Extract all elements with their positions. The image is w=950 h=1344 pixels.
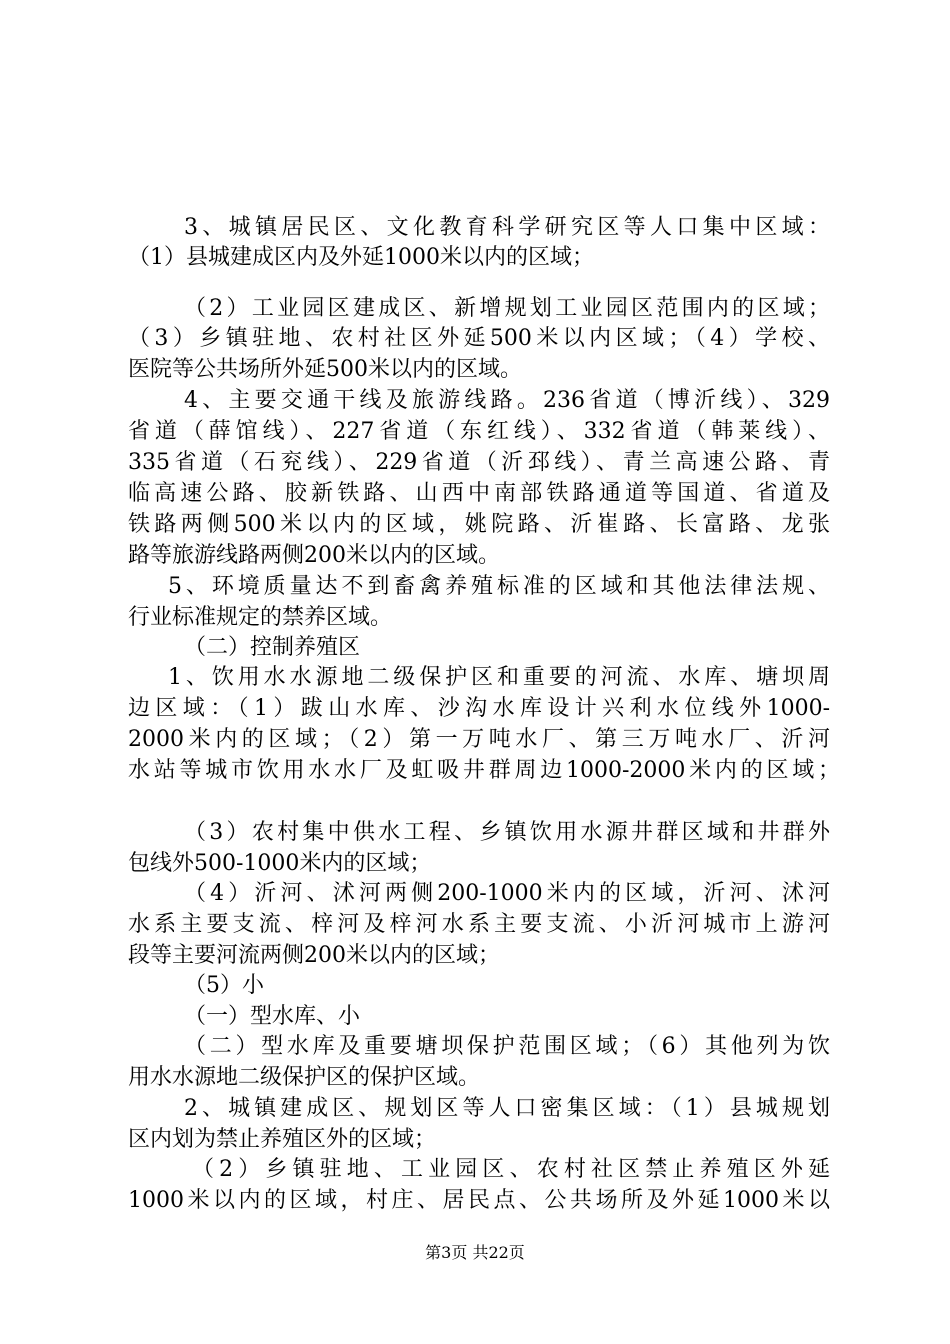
text-line: 包线外500-1000米内的区域； bbox=[128, 851, 432, 876]
text-line: 3、城镇居民区、文化教育科学研究区等人口集中区域： bbox=[184, 215, 830, 240]
text-line: 水系主要支流、梓河及梓河水系主要支流、小沂河城市上游河 bbox=[128, 912, 830, 937]
text-line: （二）型水库及重要塘坝保护范围区域；（6）其他列为饮 bbox=[184, 1034, 830, 1059]
text-line: 用水水源地二级保护区的保护区域。 bbox=[128, 1065, 481, 1090]
text-line: 区内划为禁止养殖区外的区域； bbox=[128, 1127, 437, 1152]
text-line: 1000米以内的区域，村庄、居民点、公共场所及外延1000米以 bbox=[128, 1188, 830, 1213]
text-line: （4）沂河、沭河两侧200-1000米内的区域，沂河、沭河 bbox=[184, 881, 830, 906]
text-line: 边区域：（1）跋山水库、沙沟水库设计兴利水位线外1000- bbox=[128, 696, 830, 721]
text-line: （一）型水库、小 bbox=[184, 1004, 361, 1029]
section-heading: （二）控制养殖区 bbox=[184, 635, 361, 660]
text-line: （2）工业园区建成区、新增规划工业园区范围内的区域； bbox=[184, 296, 830, 321]
text-line: 4、主要交通干线及旅游线路。236省道（博沂线）、329 bbox=[184, 388, 830, 413]
text-line: 段等主要河流两侧200米以内的区域； bbox=[128, 943, 500, 968]
text-line: 5、环境质量达不到畜禽养殖标准的区域和其他法律法规、 bbox=[168, 574, 830, 599]
text-line: 1、饮用水水源地二级保护区和重要的河流、水库、塘坝周 bbox=[168, 665, 830, 690]
text-line: （3）乡镇驻地、农村社区外延500米以内区域；（4）学校、 bbox=[128, 326, 830, 351]
text-line: 铁路两侧500米以内的区域，姚院路、沂崔路、长富路、龙张 bbox=[128, 512, 830, 537]
text-line: （5）小 bbox=[184, 973, 264, 998]
page-number: 第3页 共22页 bbox=[425, 1243, 525, 1262]
text-line: 335省道（石兖线）、229省道（沂邳线）、青兰高速公路、青 bbox=[128, 450, 830, 475]
text-line: 临高速公路、胶新铁路、山西中南部铁路通道等国道、省道及 bbox=[128, 481, 830, 506]
text-line: 省道（薛馆线）、227省道（东红线）、332省道（韩莱线）、 bbox=[128, 419, 830, 444]
text-line: （2）乡镇驻地、工业园区、农村社区禁止养殖区外延 bbox=[192, 1157, 830, 1182]
text-line: （3）农村集中供水工程、乡镇饮用水源井群区域和井群外 bbox=[184, 820, 830, 845]
text-line: 行业标准规定的禁养区域。 bbox=[128, 605, 393, 630]
text-line: 2000米内的区域；（2）第一万吨水厂、第三万吨水厂、沂河 bbox=[128, 727, 830, 752]
text-line: 2、城镇建成区、规划区等人口密集区域：（1）县城规划 bbox=[184, 1096, 830, 1121]
text-line: 路等旅游线路两侧200米以内的区域。 bbox=[128, 543, 500, 568]
text-line: （1）县城建成区内及外延1000米以内的区域； bbox=[128, 245, 594, 270]
text-line: 水站等城市饮用水水厂及虹吸井群周边1000-2000米内的区域； bbox=[128, 758, 840, 783]
text-line: 医院等公共场所外延500米以内的区域。 bbox=[128, 357, 522, 382]
